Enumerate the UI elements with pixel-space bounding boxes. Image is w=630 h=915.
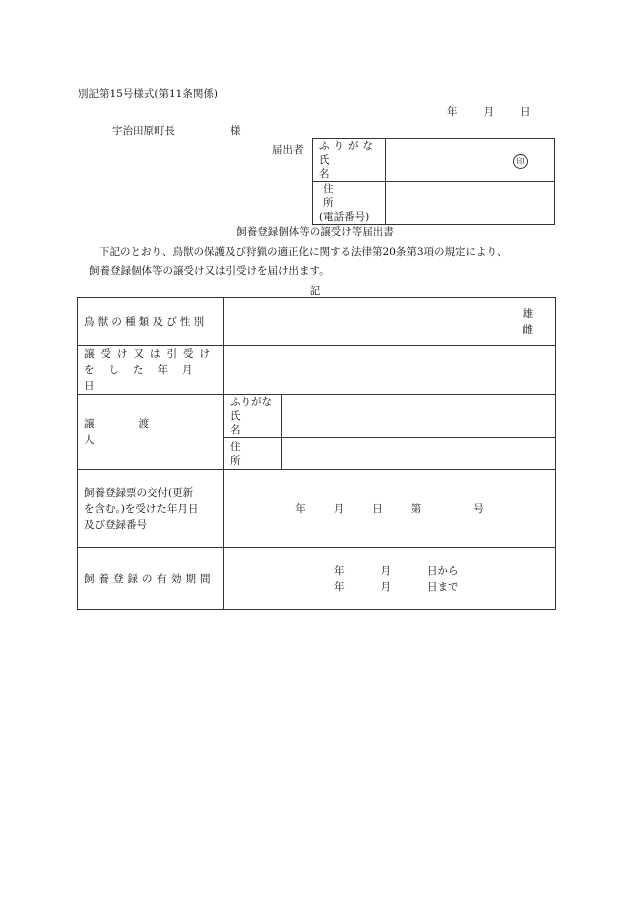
addressee-honorific: 様 (230, 125, 241, 137)
body-text-line-1: 下記のとおり、鳥獣の保護及び狩猟の適正化に関する法律第20条第3項の規定により、 (99, 246, 508, 258)
species-field[interactable] (224, 298, 556, 346)
name-label: 氏名 (319, 154, 356, 180)
applicant-name-label-cell (313, 139, 386, 182)
date-month: 月 (483, 106, 494, 118)
transferor-name-label: ふりがな 氏名 (224, 395, 282, 438)
receipt-date-label: 譲受け又は引受け をした年月日 (78, 346, 224, 395)
species-label: 鳥獣の種類及び性別 (78, 298, 224, 346)
submission-date (447, 104, 531, 119)
validity-period-label: 飼養登録の有効期間 (78, 548, 224, 610)
registration-card-label: 飼養登録票の交付(更新 を含む。)を受けた年月日 及び登録番号 (78, 470, 224, 548)
date-day: 日 (520, 106, 531, 118)
validity-to: 年 月 日まで (334, 580, 459, 593)
addressee (112, 123, 241, 138)
validity-period-field[interactable] (224, 548, 556, 610)
transferor-label: 譲渡人 (78, 395, 224, 470)
female-label: 雌 (522, 323, 533, 336)
date-year: 年 (447, 106, 458, 118)
ki-heading: 記 (309, 285, 321, 297)
addressee-name: 宇治田原町長 (112, 125, 175, 137)
applicant-label: 届出者 (272, 144, 304, 156)
body-text-line-2: 飼養登録個体等の譲受け又は引受けを届け出ます。 (89, 265, 330, 277)
form-identifier: 別記第15号様式(第11条関係) (78, 88, 218, 100)
address-label: 住所 (323, 183, 360, 209)
document-title: 飼養登録個体等の譲受け等届出書 (236, 226, 394, 238)
receipt-date-field[interactable] (224, 346, 556, 395)
transferor-address-field[interactable] (282, 438, 556, 470)
transferor-name-field[interactable] (282, 395, 556, 438)
seal-icon: 印 (513, 154, 528, 169)
details-table (77, 297, 556, 610)
male-label: 雄 (522, 307, 533, 320)
applicant-name-field[interactable] (386, 139, 555, 182)
validity-from: 年 月 日から (334, 564, 459, 577)
furigana-label: ふりがな (319, 140, 377, 152)
registration-card-field[interactable]: 年 月 日 第 号 (224, 470, 556, 548)
applicant-address-field[interactable] (386, 182, 555, 225)
applicant-table (312, 138, 555, 225)
transferor-address-label: 住所 (224, 438, 282, 470)
applicant-address-label-cell (313, 182, 386, 225)
phone-label: (電話番号) (319, 211, 370, 223)
